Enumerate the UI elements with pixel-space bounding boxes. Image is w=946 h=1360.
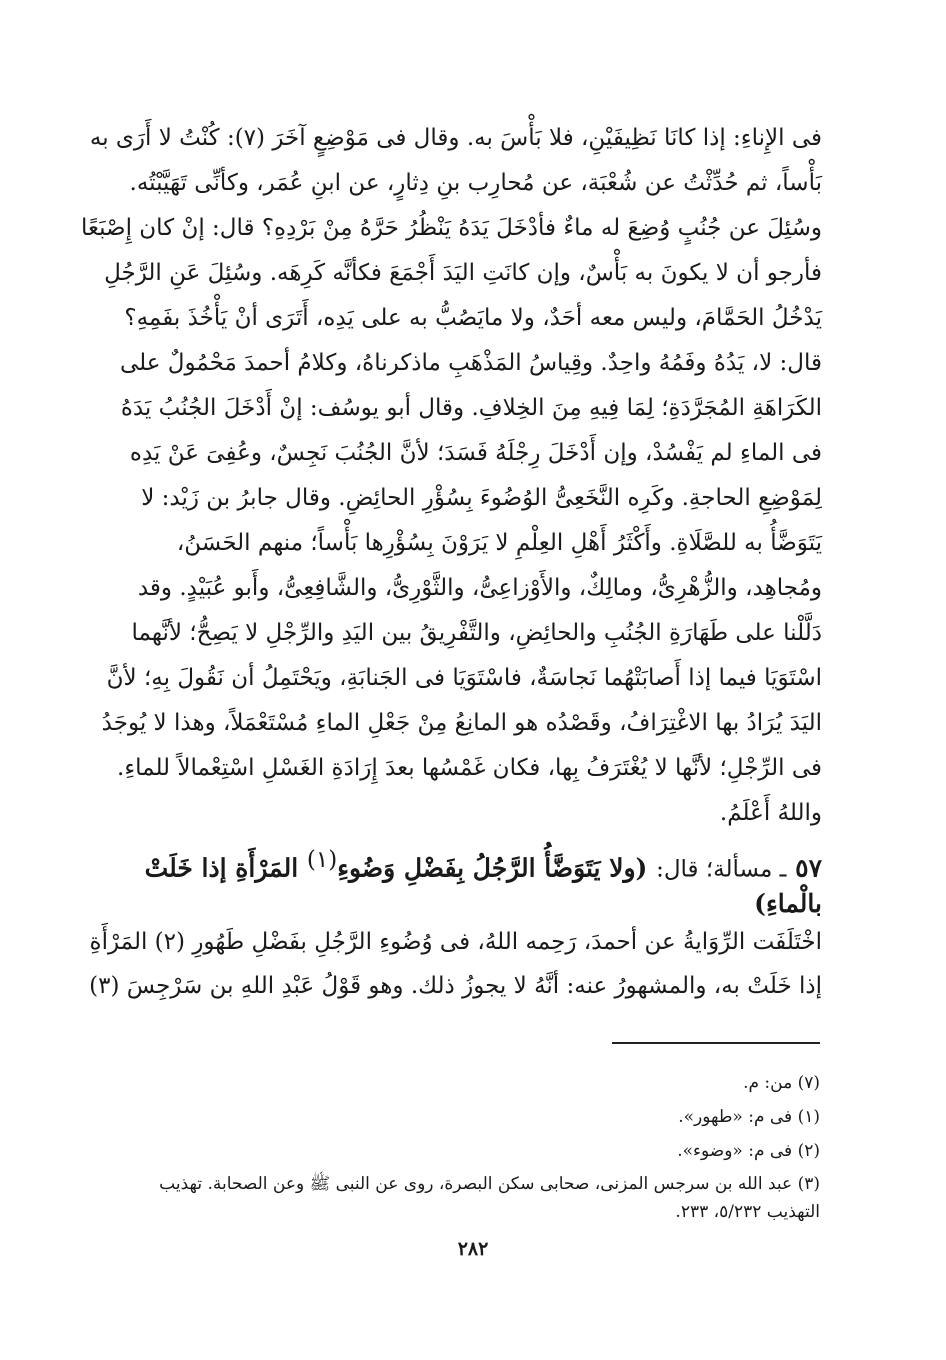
issue-title: (ولا يَتَوَضَّأُ الرَّجُلُ بِفَضْلِ وَضُوءِ [337, 853, 648, 883]
text-line: الكَرَاهَةِ المُجَرَّدَةِ؛ لِمَا فِيهِ مِنَ الخِلافِ. وقال أبو يوسُف: إنْ أَدْخَلَ الجُنُبُ يَدَهُ [120, 395, 822, 421]
text-line: قال: لا، يَدُهُ وفَمُهُ واحِدٌ. وقِياسُ المَذْهَبِ ماذكرناهُ، وكلامُ أحمدَ مَحْمُولٌ على [119, 350, 822, 376]
text-line: واللهُ أَعْلَمُ. [719, 800, 822, 826]
text-line: إذا خَلَتْ به، والمشهورُ عنه: أنَّهُ لا يجوزُ ذلك. وهو قَوْلُ عَبْدِ اللهِ بن سَرْجِسَ (٣) [89, 973, 822, 999]
text-line: ومُجاهِد، والزُّهْرِىُّ، ومالِكٌ، والأَوْزاعِىُّ، والثَّوْرِىُّ، والشَّافِعِىُّ، وأَبو عُبَيْدٍ. وقد [137, 575, 822, 601]
second-paragraph [89, 920, 822, 1008]
issue-title-continued: بالْماءِ) [754, 889, 822, 918]
text-line: وسُئِلَ عن جُنُبٍ وُضِعَ له ماءٌ فأدْخَلَ يَدَهُ يَنْظُرُ حَرَّهُ مِنْ بَرْدِهِ؟ قال: إنْ كان إِصْبَعًا [81, 215, 822, 241]
text-line: بَأْساً، ثم حُدِّثْتُ عن شُعْبَة، عن مُحارِب بنِ دِثارٍ، عن ابنِ عُمَر، وكأنِّى تَهَيَّبْتُه. [129, 170, 822, 196]
footnote-divider [612, 1042, 820, 1044]
text-line: اليَدَ يُرَادُ بها الاغْتِرَافُ، وقَصْدُه هو المانِعُ مِنْ جَعْلِ الماءِ مُسْتَعْمَلاً، وهذا لا يُوجَدُ [101, 710, 822, 736]
issue-title-end: المَرْأَةِ إذا خَلَتْ [144, 853, 299, 883]
text-line: اسْتَوَيَا فيما إذا أَصابَتْهُما نَجاسَةٌ، فاسْتَوَيَا فى الجَنابَةِ، ويَحْتَمِلُ أن نَقُولَ بِهِ؛ لأنَّ [106, 665, 822, 691]
footnote: (٢) فى م: «وضوء». [677, 1141, 820, 1161]
text-line: اخْتَلَفَت الرِّوَايةُ عن أحمدَ، رَحِمه اللهُ، فى وُضُوءِ الرَّجُلِ بفَضْلِ طَهُورِ (٢) المَرْأَةِ [89, 929, 822, 955]
footnote-marker: (١) [306, 847, 338, 873]
text-line: لِمَوْضِعِ الحاجةِ. وكَرِه النَّخَعِىُّ الوُضُوءَ بِسُؤْرِ الحائِضِ. وقال جابرُ بن زَيْد: لا [141, 485, 822, 511]
footnote: (١) فى م: «طهور». [678, 1107, 820, 1127]
issue-label: ـ مسألة؛ قال: [656, 856, 787, 883]
main-paragraph [81, 116, 822, 836]
text-line: يَتَوَضَّأُ به للصَّلَاةِ. وأَكْثَرُ أَهْلِ العِلْمِ لا يَرَوْنَ بِسُؤْرِها بَأْساً؛ منهم الحَسَنُ، [176, 530, 822, 556]
page-number: ٢٨٢ [457, 1238, 489, 1260]
footnote: (٣) عبد الله بن سرجس المزنى، صحابى سكن البصرة، روى عن النبى ﷺ وعن الصحابة. تهذيب التهذيب ٥/٢٣٢، ٢٣٣. [159, 1174, 820, 1222]
text-line: فى الإِناءِ: إذا كانَا نَظِيفَيْنِ، فلا بَأْسَ به. وقال فى مَوْضِعٍ آخَرَ (٧): كُنْتُ لا أَرَى به [89, 125, 822, 151]
text-line: دَلَّلْنا على طَهَارَةِ الجُنُبِ والحائِضِ، والتَّفْرِيقُ بين اليَدِ والرِّجْلِ لا يَصِحُّ؛ لأنَّهما [131, 620, 822, 646]
issue-heading-line [132, 838, 822, 882]
text-line: فأرجو أن لا يكونَ به بَأْسٌ، وإن كانَتِ اليَدَ أَجْمَعَ فكأنَّه كَرِهَه. وسُئِلَ عَنِ الرَّجُلِ [104, 260, 822, 286]
issue-heading [132, 838, 822, 926]
footnote: (٧) من: م. [743, 1073, 820, 1093]
issue-number: ٥٧ [795, 853, 822, 883]
text-line: يَدْخُلُ الحَمَّامَ، وليس معه أحَدٌ، ولا مايَصُبُّ به على يَدِه، أَتَرَى أنْ يَأْخُذَ بفَمِهِ؟ [124, 305, 822, 331]
footnotes [148, 1068, 820, 1226]
text-line: فى الماءِ لم يَفْسُدْ، وإن أَدْخَلَ رِجْلَهُ فَسَدَ؛ لأنَّ الجُنُبَ نَجِسٌ، وعُفِىَ عَنْ يَدِه [129, 440, 822, 466]
text-line: فى الرِّجْلِ؛ لأنَّها لا يُغْتَرَفُ بِها، فكان غَمْسُها بعدَ إِرَادَةِ الغَسْلِ اسْتِعْمالاً للماءِ. [117, 755, 822, 781]
